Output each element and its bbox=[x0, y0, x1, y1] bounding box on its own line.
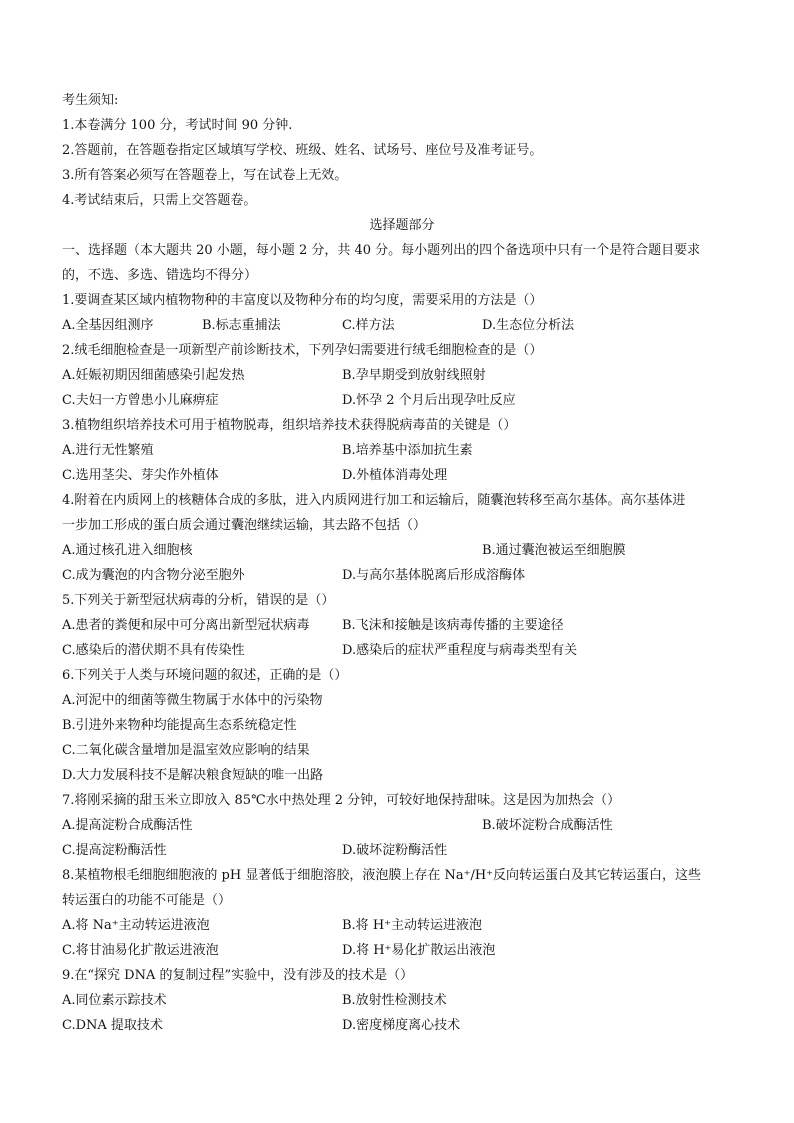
option-b: B.破坏淀粉合成酶活性 bbox=[482, 818, 613, 833]
option-d: D.感染后的症状严重程度与病毒类型有关 bbox=[342, 643, 578, 658]
option-a: A.同位素示踪技术 bbox=[62, 993, 167, 1008]
notice-item: 1.本卷满分 100 分，考试时间 90 分钟. bbox=[62, 118, 293, 133]
question-stem: 3.植物组织培养技术可用于植物脱毒，组织培养技术获得脱病毒苗的关键是（） bbox=[62, 418, 517, 433]
option-c: C.选用茎尖、芽尖作外植体 bbox=[62, 468, 219, 483]
section-title: 选择题部分 bbox=[369, 218, 435, 233]
option-b: B.放射性检测技术 bbox=[342, 993, 447, 1008]
option-a: A.河泥中的细菌等微生物属于水体中的污染物 bbox=[62, 693, 323, 708]
notice-item: 4.考试结束后，只需上交答题卷。 bbox=[62, 193, 257, 208]
question-stem: 1.要调查某区域内植物物种的丰富度以及物种分布的均匀度，需要采用的方法是（） bbox=[62, 293, 543, 308]
question-stem: 2.绒毛细胞检查是一项新型产前诊断技术，下列孕妇需要进行绒毛细胞检查的是（） bbox=[62, 343, 543, 358]
option-row bbox=[62, 613, 742, 638]
option-b: B.孕早期受到放射线照射 bbox=[342, 368, 486, 383]
option-row bbox=[62, 363, 742, 388]
option-row bbox=[62, 538, 742, 563]
option-row bbox=[62, 388, 742, 413]
option-b: B.将 H⁺主动转运进液泡 bbox=[342, 918, 483, 933]
option-row bbox=[62, 313, 742, 338]
question-stem: 5.下列关于新型冠状病毒的分析，错误的是（） bbox=[62, 593, 335, 608]
option-row bbox=[62, 463, 742, 488]
option-c: C.夫妇一方曾患小儿麻痹症 bbox=[62, 393, 219, 408]
question-stem: 6.下列关于人类与环境问题的叙述，正确的是（） bbox=[62, 668, 348, 683]
option-d: D.与高尔基体脱离后形成溶酶体 bbox=[342, 568, 526, 583]
option-c: C.样方法 bbox=[342, 318, 395, 333]
part-intro-line: 一、选择题（本大题共 20 小题，每小题 2 分，共 40 分。每小题列出的四个备选项中只有一个是符合题目要求 bbox=[62, 243, 701, 258]
option-row bbox=[62, 913, 742, 938]
question-stem: 一步加工形成的蛋白质会通过囊泡继续运输，其去路不包括（） bbox=[62, 518, 427, 533]
notice-item: 2.答题前，在答题卷指定区域填写学校、班级、姓名、试场号、座位号及准考证号。 bbox=[62, 143, 543, 158]
option-row bbox=[62, 438, 742, 463]
question-stem: 4.附着在内质网上的核糖体合成的多肽，进入内质网进行加工和运输后，随囊泡转移至高尔基体。高尔基体进 bbox=[62, 493, 686, 508]
notice-heading: 考生须知: bbox=[62, 93, 119, 108]
option-b: B.标志重捕法 bbox=[202, 318, 281, 333]
option-d: D.怀孕 2 个月后出现孕吐反应 bbox=[342, 393, 516, 408]
question-stem: 7.将刚采摘的甜玉米立即放入 85℃水中热处理 2 分钟，可较好地保持甜味。这是因为加热会（） bbox=[62, 793, 621, 808]
option-c: C.二氧化碳含量增加是温室效应影响的结果 bbox=[62, 743, 310, 758]
exam-page bbox=[62, 88, 742, 1038]
option-d: D.破坏淀粉酶活性 bbox=[342, 843, 448, 858]
option-b: B.引进外来物种均能提高生态系统稳定性 bbox=[62, 718, 297, 733]
option-a: A.全基因组测序 bbox=[62, 318, 154, 333]
option-a: A.妊娠初期因细菌感染引起发热 bbox=[62, 368, 245, 383]
option-b: B.飞沫和接触是该病毒传播的主要途径 bbox=[342, 618, 564, 633]
option-d: D.生态位分析法 bbox=[482, 318, 575, 333]
question-stem: 9.在“探究 DNA 的复制过程”实验中，没有涉及的技术是（） bbox=[62, 968, 414, 983]
option-b: B.培养基中添加抗生素 bbox=[342, 443, 473, 458]
option-row bbox=[62, 838, 742, 863]
option-c: C.成为囊泡的内含物分泌至胞外 bbox=[62, 568, 245, 583]
option-row bbox=[62, 1013, 742, 1038]
part-intro-line: 的，不选、多选、错选均不得分） bbox=[62, 268, 258, 283]
option-c: C.提高淀粉酶活性 bbox=[62, 843, 167, 858]
option-row bbox=[62, 813, 742, 838]
question-stem: 转运蛋白的功能不可能是（） bbox=[62, 893, 232, 908]
question-stem: 8.某植物根毛细胞细胞液的 pH 显著低于细胞溶胶，液泡膜上存在 Na⁺/H⁺反向转运蛋白及其它转运蛋白，这些 bbox=[62, 868, 702, 883]
option-a: A.提高淀粉合成酶活性 bbox=[62, 818, 193, 833]
option-row bbox=[62, 938, 742, 963]
notice-item: 3.所有答案必须写在答题卷上，写在试卷上无效。 bbox=[62, 168, 348, 183]
option-a: A.通过核孔进入细胞核 bbox=[62, 543, 193, 558]
option-c: C.将甘油易化扩散运进液泡 bbox=[62, 943, 219, 958]
option-row bbox=[62, 563, 742, 588]
option-d: D.大力发展科技不是解决粮食短缺的唯一出路 bbox=[62, 768, 324, 783]
option-a: A.患者的粪便和尿中可分离出新型冠状病毒 bbox=[62, 618, 310, 633]
option-a: A.将 Na⁺主动转运进液泡 bbox=[62, 918, 210, 933]
option-row bbox=[62, 638, 742, 663]
option-row bbox=[62, 988, 742, 1013]
option-d: D.将 H⁺易化扩散运出液泡 bbox=[342, 943, 496, 958]
option-d: D.密度梯度离心技术 bbox=[342, 1018, 461, 1033]
option-d: D.外植体消毒处理 bbox=[342, 468, 448, 483]
option-b: B.通过囊泡被运至细胞膜 bbox=[482, 543, 626, 558]
option-c: C.DNA 提取技术 bbox=[62, 1018, 163, 1033]
option-a: A.进行无性繁殖 bbox=[62, 443, 154, 458]
option-c: C.感染后的潜伏期不具有传染性 bbox=[62, 643, 245, 658]
